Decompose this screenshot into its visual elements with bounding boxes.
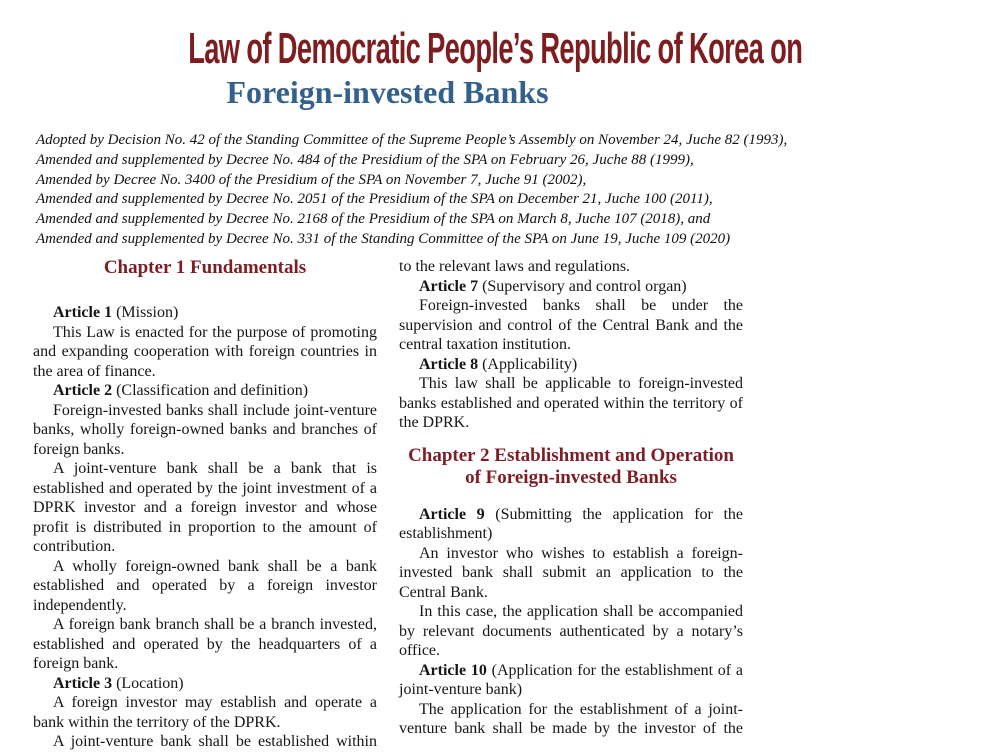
article-title: (Supervisory and control organ) [478, 277, 687, 295]
body-columns [33, 257, 743, 752]
paragraph: to the relevant laws and regulations. [399, 258, 631, 275]
paragraph: This law shall be applicable to foreign-invested banks established and operated within the territory of the DPRK. [399, 375, 743, 431]
paragraph: A wholly foreign-owned bank shall be a bank established and operated by a foreign investor independently. [33, 557, 377, 614]
article-heading [33, 381, 377, 401]
document-title-line2: Foreign-invested Banks [226, 74, 549, 110]
article-title: (Location) [112, 674, 184, 692]
article-heading [399, 505, 743, 544]
preamble-line: Adopted by Decision No. 42 of the Standing Committee of the Supreme People’s Assembly on November 24, Juche 82 (1993), [36, 132, 788, 148]
document-title-line1 [0, 24, 803, 73]
article-title: (Mission) [112, 304, 179, 321]
chapter-heading: Chapter 2 Establishment and Operation of Foreign-invested Banks [408, 444, 734, 488]
paragraph: A joint-venture bank shall be established within [53, 733, 377, 750]
preamble [36, 131, 788, 250]
paragraph: The application for the establishment of a joint-venture bank shall be made by the investor of the [399, 700, 743, 737]
article-heading [33, 303, 377, 323]
article-number: Article 8 [419, 355, 479, 373]
paragraph: A joint-venture bank shall be a bank that is established and operated by the joint investment of a DPRK investor and a foreign investor and whose profit is distributed in proportion to the amount of contribution. [33, 460, 377, 555]
paragraph: In this case, the application shall be accompanied by relevant documents authenticated by a notary’s office. [399, 603, 743, 659]
preamble-line: Amended by Decree No. 3400 of the Presidium of the SPA on November 7, Juche 91 (2002), [36, 171, 587, 188]
paragraph: This Law is enacted for the purpose of promoting and expanding cooperation with foreign countries in the area of finance. [33, 323, 377, 380]
paragraph: Foreign-invested banks shall be under the supervision and control of the Central Bank and the central taxation institution. [399, 297, 743, 353]
article-number: Article 10 [419, 661, 487, 679]
paragraph: An investor who wishes to establish a foreign-invested bank shall submit an application to the Central Bank. [399, 544, 743, 601]
preamble-line: Amended and supplemented by Decree No. 2168 of the Presidium of the SPA on March 8, Juche 107 (2018), and [36, 211, 711, 228]
chapter-heading: Chapter 1 Fundamentals [103, 257, 307, 278]
article-title: (Applicability) [478, 355, 578, 373]
preamble-line: Amended and supplemented by Decree No. 2051 of the Presidium of the SPA on December 21, Juche 100 (2011), [36, 191, 713, 208]
article-number: Article 2 [53, 382, 113, 399]
paragraph: A foreign bank branch shall be a branch invested, established and operated by the headquarters of a foreign bank. [33, 616, 377, 672]
article-heading [399, 661, 743, 700]
document-title-line1-text: Law of Democratic People’s Republic of Korea on [188, 24, 803, 73]
preamble-line: Amended and supplemented by Decree No. 331 of the Standing Committee of the SPA on June 19, Juche 109 (2020) [36, 230, 731, 247]
paragraph: A foreign investor may establish and operate a bank within the territory of the DPRK. [33, 694, 377, 731]
right-column [399, 257, 743, 752]
article-number: Article 9 [419, 505, 485, 523]
article-number: Article 1 [53, 304, 113, 321]
article-heading [33, 674, 377, 694]
article-heading [399, 355, 743, 375]
article-heading [399, 277, 743, 297]
article-title: (Application for the establishment of a joint-venture bank) [399, 661, 744, 698]
article-title: (Submitting the application for the establishment) [399, 505, 743, 542]
article-number: Article 7 [419, 277, 479, 295]
article-number: Article 3 [53, 674, 113, 692]
paragraph: Foreign-invested banks shall include joint-venture banks, wholly foreign-owned banks and branches of foreign banks. [33, 401, 377, 458]
preamble-line: Amended and supplemented by Decree No. 484 of the Presidium of the SPA on February 26, Juche 88 (1999), [36, 151, 694, 168]
left-column [33, 257, 377, 752]
article-title: (Classification and definition) [112, 382, 309, 399]
